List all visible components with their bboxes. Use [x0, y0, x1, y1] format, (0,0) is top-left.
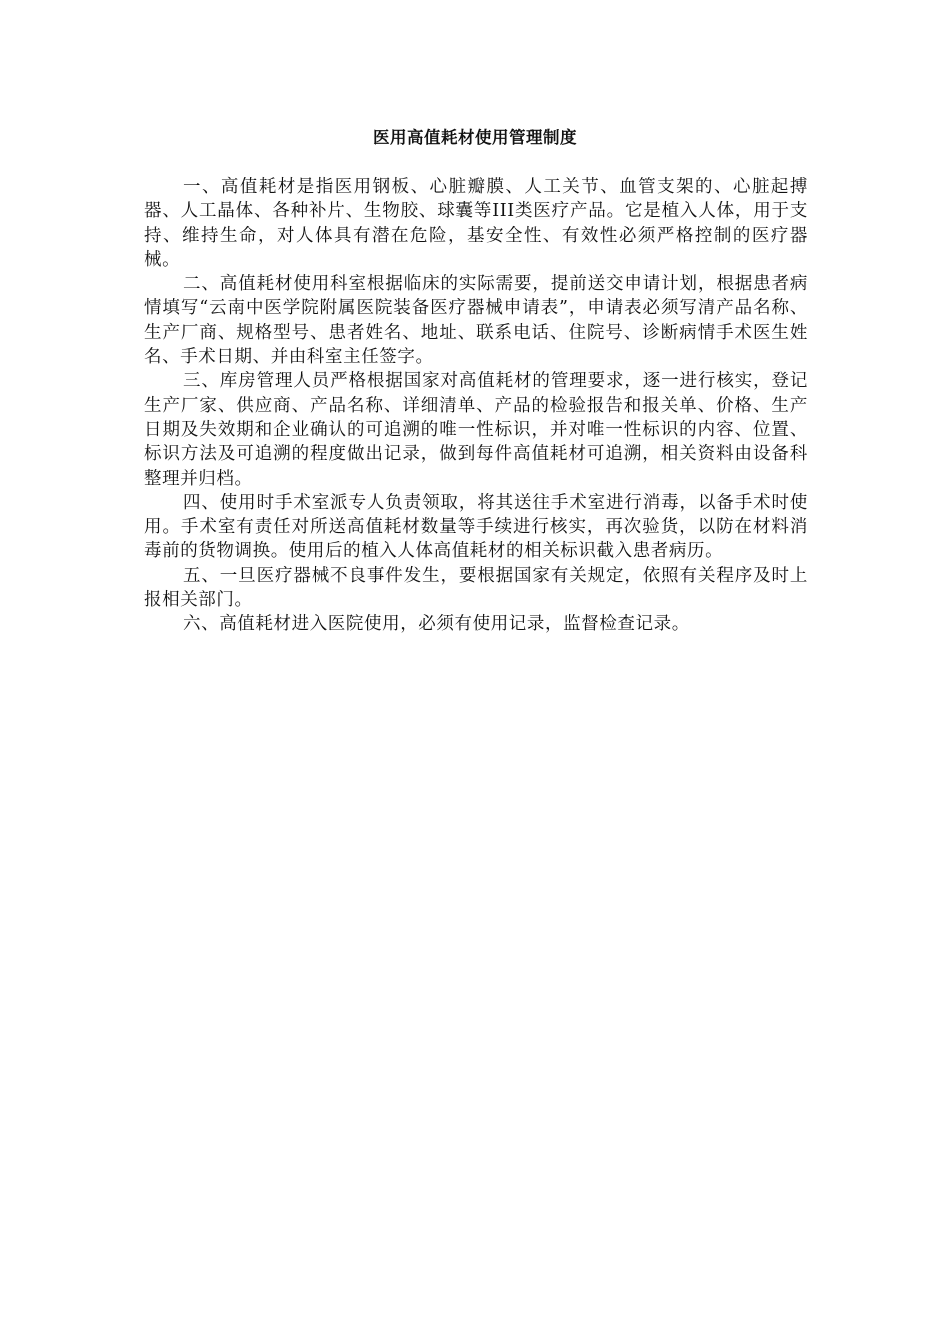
paragraph-2: 二、高值耗材使用科室根据临床的实际需要，提前送交申请计划，根据患者病情填写“云南中医学院附属医院装备医疗器械申请表”，申请表必须写清产品名称、生产厂商、规格型号、患者姓名、地址、联系电话、住院号、诊断病情手术医生姓名、手术日期、并由科室主任签字。 [144, 274, 808, 368]
document-title: 医用高值耗材使用管理制度 [373, 128, 577, 147]
paragraph-6: 六、高值耗材进入医院使用，必须有使用记录，监督检查记录。 [183, 614, 690, 635]
paragraph-4: 四、使用时手术室派专人负责领取，将其送往手术室进行消毒，以备手术时使用。手术室有责任对所送高值耗材数量等手续进行核实，再次验货，以防在材料消毒前的货物调换。使用后的植入人体高值耗材的相关标识截入患者病历。 [144, 492, 808, 562]
paragraph-3: 三、库房管理人员严格根据国家对高值耗材的管理要求，逐一进行核实，登记生产厂家、供应商、产品名称、详细清单、产品的检验报告和报关单、价格、生产日期及失效期和企业确认的可追溯的唯一性标识，并对唯一性标识的内容、位置、标识方法及可追溯的程度做出记录，做到每件高值耗材可追溯，相关资料由设备科整理并归档。 [144, 371, 808, 489]
paragraph-5: 五、一旦医疗器械不良事件发生，要根据国家有关规定，依照有关程序及时上报相关部门。 [144, 565, 808, 611]
paragraph-1: 一、高值耗材是指医用钢板、心脏瓣膜、人工关节、血管支架的、心脏起搏器、人工晶体、各种补片、生物胶、球囊等III类医疗产品。它是植入人体，用于支持、维持生命，对人体具有潜在危险，基安全性、有效性必须严格控制的医疗器械。 [144, 177, 808, 270]
document-body [144, 175, 808, 637]
